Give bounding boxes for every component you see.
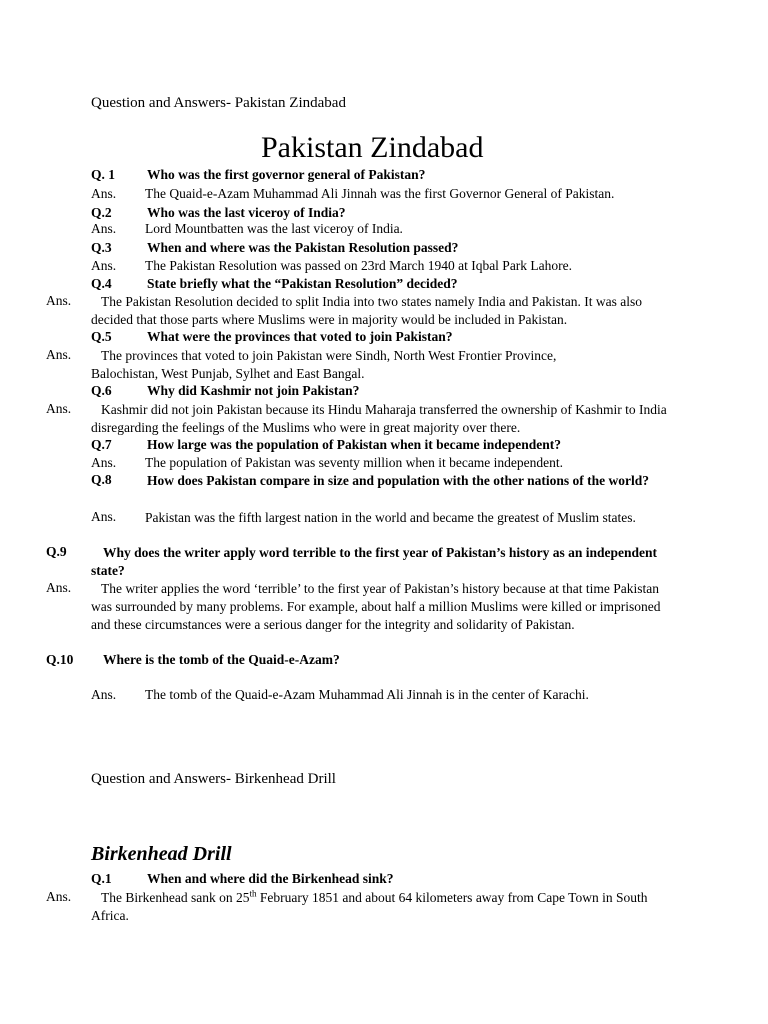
- question-label: Q.4: [91, 276, 112, 291]
- question-label: Q.7: [91, 437, 112, 452]
- ordinal-suffix: th: [249, 888, 257, 899]
- answer-text-part: The Birkenhead sank on 25: [101, 890, 250, 905]
- answer-text: The writer applies the word ‘terrible’ to the first year of Pakistan’s history because at that time Pakistan was surrounded by many problems. For example, about half a million Muslims were killed or imprisoned and these circumstances were a serious danger for the integrity and solidarity of Pakistan.: [91, 581, 661, 632]
- question-text: State briefly what the “Pakistan Resolution” decided?: [147, 276, 458, 291]
- question-label: Q.6: [91, 383, 112, 398]
- answer-label: Ans.: [91, 455, 117, 470]
- question-label: Q.3: [91, 240, 112, 255]
- question-label: Q.9: [46, 544, 67, 559]
- question-text: How does Pakistan compare in size and population with the other nations of the world?: [147, 473, 650, 488]
- answer-label: Ans.: [91, 258, 117, 273]
- section-heading: Question and Answers- Pakistan Zindabad: [91, 95, 346, 111]
- question-text: Who was the first governor general of Pakistan?: [147, 167, 426, 182]
- answer-text: The Quaid-e-Azam Muhammad Ali Jinnah was the first Governor General of Pakistan.: [145, 186, 615, 201]
- answer-label: Ans.: [46, 347, 72, 362]
- question-label: Q.10: [46, 652, 74, 667]
- question-text: Where is the tomb of the Quaid-e-Azam?: [103, 652, 340, 667]
- answer-label: Ans.: [91, 687, 117, 702]
- answer-label: Ans.: [46, 293, 72, 308]
- answer-text-part: February 1851 and about 64 kilometers away from Cape Town in South Africa.: [91, 890, 648, 923]
- question-text: What were the provinces that voted to join Pakistan?: [147, 329, 453, 344]
- question-text: When and where did the Birkenhead sink?: [147, 871, 394, 886]
- answer-text: The provinces that voted to join Pakistan were Sindh, North West Frontier Province, Balochistan, West Punjab, Sylhet and East Bangal.: [91, 348, 557, 381]
- answer-text: Lord Mountbatten was the last viceroy of India.: [145, 221, 403, 236]
- question-label: Q. 1: [91, 167, 116, 182]
- question-text: Who was the last viceroy of India?: [147, 205, 346, 220]
- answer-label: Ans.: [46, 889, 72, 904]
- answer-text: The Pakistan Resolution decided to split India into two states namely India and Pakistan. It was also decided that those parts where Muslims were in majority would be included in Pakistan.: [91, 294, 643, 327]
- question-text: Why did Kashmir not join Pakistan?: [147, 383, 360, 398]
- question-text: Why does the writer apply word terrible to the first year of Pakistan’s history as an independent state?: [91, 545, 657, 578]
- question-text: How large was the population of Pakistan when it became independent?: [147, 437, 562, 452]
- answer-text: The Pakistan Resolution was passed on 23rd March 1940 at Iqbal Park Lahore.: [145, 258, 573, 273]
- question-label: Q.8: [91, 472, 112, 487]
- section-heading: Question and Answers- Birkenhead Drill: [91, 771, 336, 787]
- section-title: Birkenhead Drill: [91, 843, 232, 865]
- answer-label: Ans.: [46, 580, 72, 595]
- answer-label: Ans.: [91, 186, 117, 201]
- answer-text: Kashmir did not join Pakistan because its Hindu Maharaja transferred the ownership of Kashmir to India disregarding the feelings of the Muslims who were in great majority over there.: [91, 402, 667, 435]
- answer-text: [91, 889, 677, 925]
- answer-label: Ans.: [91, 221, 117, 236]
- answer-text: The population of Pakistan was seventy million when it became independent.: [145, 455, 564, 470]
- question-label: Q.1: [91, 871, 112, 886]
- answer-label: Ans.: [91, 509, 117, 524]
- question-label: Q.2: [91, 205, 112, 220]
- answer-text: The tomb of the Quaid-e-Azam Muhammad Ali Jinnah is in the center of Karachi.: [145, 687, 589, 702]
- question-text: When and where was the Pakistan Resolution passed?: [147, 240, 459, 255]
- answer-text: Pakistan was the fifth largest nation in the world and became the greatest of Muslim states.: [145, 510, 636, 525]
- question-label: Q.5: [91, 329, 112, 344]
- page-title: Pakistan Zindabad: [261, 131, 484, 164]
- answer-label: Ans.: [46, 401, 72, 416]
